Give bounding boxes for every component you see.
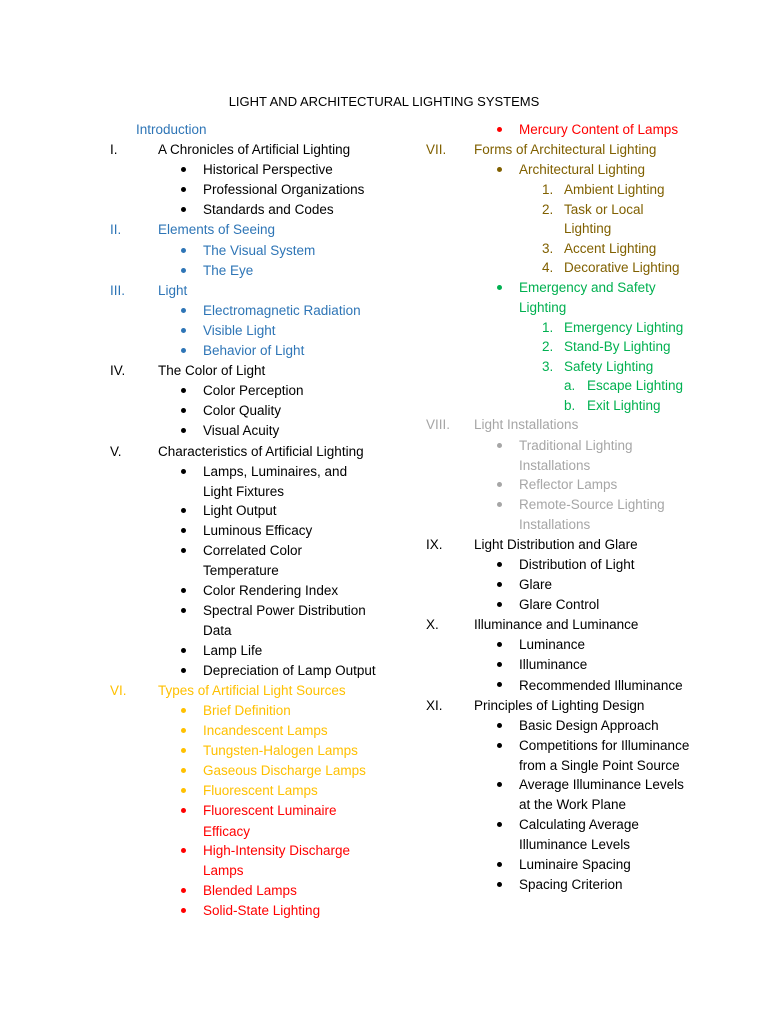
list-item-text: The Visual System [203,242,316,258]
list-item [426,716,746,736]
item-text: Accent Lighting [564,240,657,256]
list-item [110,541,420,561]
list-item [110,321,420,341]
lettered-item [426,376,746,396]
section-heading [426,615,746,635]
bullet-icon [181,761,186,781]
section-heading [426,415,746,435]
list-item-continuation [426,795,746,815]
list-item [426,815,746,835]
list-item-text: at the Work Plane [519,797,627,813]
section-numeral: X. [426,617,439,633]
list-item [426,635,746,655]
bullet-icon [181,661,186,681]
bullet-icon [181,261,186,281]
bullet-icon [497,555,502,575]
bullet-icon [181,901,186,921]
section-heading [110,281,420,301]
list-item-text: Brief Definition [203,702,291,718]
numbered-item [426,258,746,278]
section-numeral: IX. [426,536,443,552]
item-text: Task or Local [564,201,644,217]
section-heading [110,442,420,462]
lettered-item [426,396,746,416]
item-letter: a. [564,378,576,394]
item-number: 1. [542,319,554,335]
bullet-icon [497,875,502,895]
bullet-icon [181,421,186,441]
item-letter: b. [564,397,576,413]
list-item-text: Solid-State Lighting [203,902,321,918]
list-item [110,721,420,741]
list-item-text: Electromagnetic Radiation [203,302,361,318]
list-item-text: Behavior of Light [203,343,305,359]
list-item-text: from a Single Point Source [519,757,680,773]
list-item [110,841,420,861]
section-heading [426,535,746,555]
list-item-text: Lamps [203,863,244,879]
list-item-text: Basic Design Approach [519,717,659,733]
intro-line [110,120,420,140]
numbered-item-continuation [426,219,746,239]
list-item [110,641,420,661]
item-number: 1. [542,182,554,198]
document-title: LIGHT AND ARCHITECTURAL LIGHTING SYSTEMS [228,94,540,109]
list-item [110,421,420,441]
section-numeral: IV. [110,363,126,379]
list-item-text: Installations [519,517,591,533]
list-item [110,581,420,601]
list-item-continuation [426,515,746,535]
list-item [426,655,746,675]
item-text: Stand-By Lighting [564,339,671,355]
bullet-icon [497,120,502,140]
list-item-text: Installations [519,457,591,473]
list-item-text: Data [203,623,232,639]
numbered-item [426,357,746,377]
item-text: Emergency Lighting [564,319,684,335]
item-number: 3. [542,358,554,374]
bullet-icon [181,180,186,200]
list-item-text: Glare Control [519,597,600,613]
list-item-text: Reflector Lamps [519,477,618,493]
list-item-text: Luminous Efficacy [203,523,313,539]
list-item-text: Fluorescent Luminaire [203,803,337,819]
bullet-icon [181,841,186,861]
list-item [426,875,746,895]
list-item-continuation [426,298,746,318]
list-item [110,501,420,521]
list-item [110,601,420,621]
list-item-text: Competitions for Illuminance [519,737,690,753]
list-item-text: Illuminance [519,657,588,673]
bullet-icon [497,855,502,875]
section-title: Light Distribution and Glare [474,536,638,552]
bullet-icon [181,341,186,361]
list-item-text: Lamps, Luminaires, and [203,463,348,479]
bullet-icon [497,436,502,456]
list-item-text: Mercury Content of Lamps [519,122,679,137]
list-item-text: Depreciation of Lamp Output [203,662,376,678]
bullet-icon [181,160,186,180]
list-item-text: Tungsten-Halogen Lamps [203,743,358,759]
list-item [426,160,746,180]
item-text: Decorative Lighting [564,260,680,276]
list-item [110,180,420,200]
section-numeral: III. [110,282,126,298]
section-title: A Chronicles of Artificial Lighting [158,142,351,158]
bullet-icon [181,641,186,661]
list-item [110,401,420,421]
bullet-icon [181,301,186,321]
list-item [426,120,746,140]
bullet-icon [497,736,502,756]
list-item-text: Architectural Lighting [519,162,646,178]
list-item [426,775,746,795]
item-number: 4. [542,260,554,276]
numbered-item [426,318,746,338]
list-item [110,661,420,681]
list-item [426,495,746,515]
bullet-icon [497,278,502,298]
list-item-continuation [110,621,420,641]
list-item [426,676,746,696]
outline-right-column [426,120,746,895]
bullet-icon [497,495,502,515]
numbered-item [426,337,746,357]
list-item-continuation [426,756,746,776]
bullet-icon [181,401,186,421]
section-title: Principles of Lighting Design [474,697,645,713]
section-numeral: I. [110,142,118,158]
list-item-text: Recommended Illuminance [519,677,683,693]
section-numeral: V. [110,443,122,459]
bullet-icon [497,575,502,595]
list-item-continuation [110,561,420,581]
list-item-text: Fluorescent Lamps [203,783,318,799]
list-item-text: Color Perception [203,383,304,399]
bullet-icon [181,521,186,541]
list-item-text: Calculating Average [519,816,639,832]
list-item [110,521,420,541]
list-item-text: Historical Perspective [203,162,333,178]
list-item [110,381,420,401]
section-heading [110,220,420,240]
intro-text: Introduction [136,122,207,137]
item-text: Exit Lighting [587,397,661,413]
numbered-item [426,180,746,200]
section-heading [110,361,420,381]
list-item-text: The Eye [203,262,254,278]
list-item-text: Lighting [519,300,567,316]
list-item [426,278,746,298]
section-title: Elements of Seeing [158,222,276,238]
section-title: Types of Artificial Light Sources [158,682,346,698]
list-item [110,341,420,361]
list-item [110,901,420,921]
section-heading [110,140,420,160]
list-item-text: Professional Organizations [203,182,365,198]
item-text: Escape Lighting [587,378,684,394]
bullet-icon [181,601,186,621]
item-number: 2. [542,339,554,355]
list-item-text: Traditional Lighting [519,437,633,453]
list-item-text: Average Illuminance Levels [519,777,684,793]
bullet-icon [497,676,502,696]
list-item [110,801,420,821]
section-numeral: VIII. [426,417,451,433]
list-item-continuation [426,835,746,855]
list-item-text: Correlated Color [203,543,303,559]
bullet-icon [497,595,502,615]
bullet-icon [181,721,186,741]
bullet-icon [497,716,502,736]
list-item-text: Temperature [203,563,279,579]
bullet-icon [181,781,186,801]
list-item-text: Spectral Power Distribution [203,603,366,619]
list-item-text: Color Quality [203,403,282,419]
section-title: Light [158,282,188,298]
bullet-icon [181,701,186,721]
bullet-icon [181,881,186,901]
section-numeral: VI. [110,682,127,698]
list-item [110,462,420,482]
bullet-icon [181,321,186,341]
bullet-icon [181,381,186,401]
bullet-icon [497,815,502,835]
outline-left-column [110,120,420,921]
list-item [110,781,420,801]
list-item-text: Illuminance Levels [519,837,631,853]
list-item-text: Efficacy [203,823,251,839]
list-item [426,736,746,756]
list-item [426,575,746,595]
list-item [110,160,420,180]
list-item-text: Visible Light [203,322,276,338]
section-title: The Color of Light [158,363,266,379]
list-item-continuation [110,822,420,842]
list-item-text: Light Fixtures [203,483,285,499]
section-title: Forms of Architectural Lighting [474,142,657,158]
section-heading [426,696,746,716]
item-number: 2. [542,201,554,217]
list-item-text: Remote-Source Lighting [519,497,665,513]
list-item [426,855,746,875]
list-item-text: Luminance [519,637,586,653]
bullet-icon [181,581,186,601]
bullet-icon [181,801,186,821]
list-item [110,741,420,761]
list-item-text: Light Output [203,503,277,519]
list-item-text: Lamp Life [203,642,263,658]
list-item [110,261,420,281]
list-item [426,595,746,615]
section-numeral: II. [110,222,122,238]
list-item [426,475,746,495]
numbered-item [426,239,746,259]
section-title: Illuminance and Luminance [474,617,639,633]
list-item-text: Color Rendering Index [203,582,339,598]
bullet-icon [181,741,186,761]
bullet-icon [181,541,186,561]
list-item [110,881,420,901]
list-item-text: Visual Acuity [203,423,280,439]
list-item [110,241,420,261]
list-item [110,200,420,220]
item-text: Lighting [564,221,612,237]
list-item-text: Blended Lamps [203,882,297,898]
list-item-text: Emergency and Safety [519,280,656,296]
list-item-text: Gaseous Discharge Lamps [203,763,366,779]
list-item-continuation [426,456,746,476]
list-item-text: Glare [519,577,553,593]
bullet-icon [497,160,502,180]
section-title: Light Installations [474,417,579,433]
list-item-text: Luminaire Spacing [519,856,631,872]
item-text: Safety Lighting [564,358,654,374]
list-item-text: Distribution of Light [519,556,635,572]
section-heading [110,681,420,701]
list-item [110,761,420,781]
list-item-text: High-Intensity Discharge [203,843,351,858]
bullet-icon [497,775,502,795]
item-number: 3. [542,240,554,256]
list-item-text: Spacing Criterion [519,876,623,892]
bullet-icon [497,635,502,655]
bullet-icon [181,501,186,521]
list-item-continuation [110,482,420,502]
list-item-continuation [110,861,420,881]
section-heading [426,140,746,160]
list-item [426,436,746,456]
list-item [426,555,746,575]
bullet-icon [181,241,186,261]
section-numeral: VII. [426,142,447,158]
bullet-icon [181,200,186,220]
item-text: Ambient Lighting [564,182,665,198]
list-item-text: Standards and Codes [203,202,334,218]
section-numeral: XI. [426,697,443,713]
list-item-text: Incandescent Lamps [203,723,328,739]
list-item [110,301,420,321]
bullet-icon [181,462,186,482]
section-title: Characteristics of Artificial Lighting [158,443,364,459]
bullet-icon [497,475,502,495]
list-item [110,701,420,721]
bullet-icon [497,655,502,675]
numbered-item [426,200,746,220]
